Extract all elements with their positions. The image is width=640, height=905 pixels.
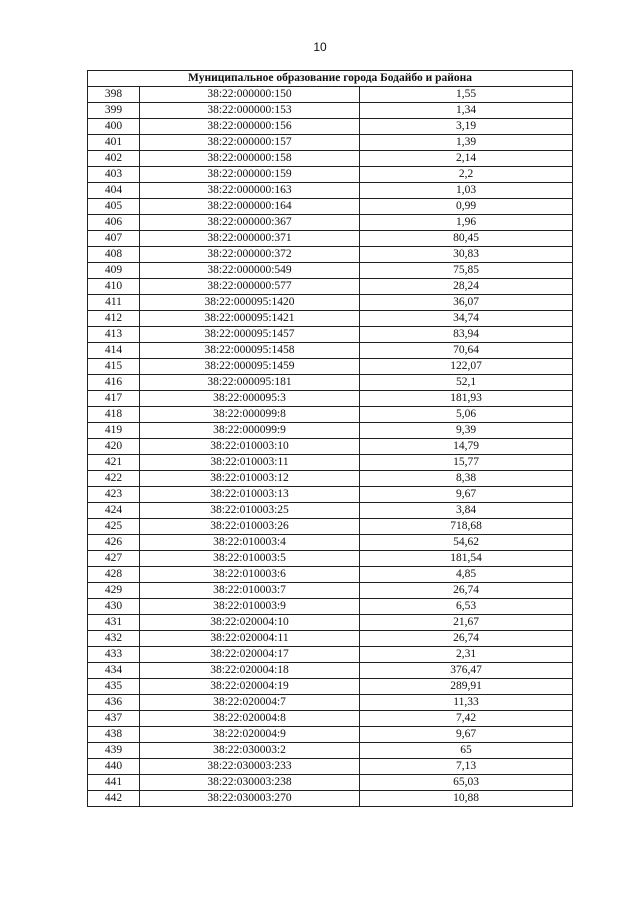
cadastral-number-cell: 38:22:030003:233: [140, 759, 360, 775]
row-number-cell: 415: [88, 359, 140, 375]
cadastral-number-cell: 38:22:000000:156: [140, 119, 360, 135]
area-cell: 65,03: [360, 775, 573, 791]
table-row: [88, 103, 573, 119]
row-number-cell: 437: [88, 711, 140, 727]
cadastral-number-cell: 38:22:020004:19: [140, 679, 360, 695]
cadastral-number-cell: 38:22:000095:1459: [140, 359, 360, 375]
area-cell: 9,67: [360, 727, 573, 743]
table-row: [88, 151, 573, 167]
area-cell: 1,96: [360, 215, 573, 231]
cadastral-number-cell: 38:22:010003:9: [140, 599, 360, 615]
area-cell: 0,99: [360, 199, 573, 215]
row-number-cell: 425: [88, 519, 140, 535]
area-cell: 14,79: [360, 439, 573, 455]
row-number-cell: 412: [88, 311, 140, 327]
area-cell: 54,62: [360, 535, 573, 551]
table-row: [88, 199, 573, 215]
cadastral-number-cell: 38:22:000000:371: [140, 231, 360, 247]
table-row: [88, 247, 573, 263]
cadastral-number-cell: 38:22:010003:11: [140, 455, 360, 471]
row-number-cell: 409: [88, 263, 140, 279]
row-number-cell: 441: [88, 775, 140, 791]
table-row: [88, 263, 573, 279]
table-row: [88, 215, 573, 231]
row-number-cell: 398: [88, 87, 140, 103]
row-number-cell: 436: [88, 695, 140, 711]
row-number-cell: 405: [88, 199, 140, 215]
row-number-cell: 440: [88, 759, 140, 775]
area-cell: 2,14: [360, 151, 573, 167]
cadastral-number-cell: 38:22:010003:10: [140, 439, 360, 455]
row-number-cell: 427: [88, 551, 140, 567]
row-number-cell: 435: [88, 679, 140, 695]
table-row: [88, 631, 573, 647]
row-number-cell: 407: [88, 231, 140, 247]
land-plot-table: [87, 70, 573, 807]
cadastral-number-cell: 38:22:010003:13: [140, 487, 360, 503]
row-number-cell: 434: [88, 663, 140, 679]
area-cell: 6,53: [360, 599, 573, 615]
row-number-cell: 414: [88, 343, 140, 359]
area-cell: 11,33: [360, 695, 573, 711]
area-cell: 289,91: [360, 679, 573, 695]
table-row: [88, 407, 573, 423]
row-number-cell: 419: [88, 423, 140, 439]
table-row: [88, 503, 573, 519]
row-number-cell: 431: [88, 615, 140, 631]
table-row: [88, 679, 573, 695]
cadastral-number-cell: 38:22:010003:7: [140, 583, 360, 599]
cadastral-number-cell: 38:22:000095:1457: [140, 327, 360, 343]
table-row: [88, 759, 573, 775]
area-cell: 3,84: [360, 503, 573, 519]
area-cell: 4,85: [360, 567, 573, 583]
area-cell: 26,74: [360, 631, 573, 647]
area-cell: 1,03: [360, 183, 573, 199]
area-cell: 3,19: [360, 119, 573, 135]
table-header-row: [88, 71, 573, 87]
row-number-cell: 417: [88, 391, 140, 407]
table-row: [88, 567, 573, 583]
cadastral-number-cell: 38:22:020004:18: [140, 663, 360, 679]
page-number: 10: [313, 40, 327, 54]
cadastral-number-cell: 38:22:010003:6: [140, 567, 360, 583]
row-number-cell: 399: [88, 103, 140, 119]
row-number-cell: 411: [88, 295, 140, 311]
area-cell: 36,07: [360, 295, 573, 311]
cadastral-number-cell: 38:22:000000:164: [140, 199, 360, 215]
row-number-cell: 429: [88, 583, 140, 599]
cadastral-number-cell: 38:22:020004:8: [140, 711, 360, 727]
table-row: [88, 775, 573, 791]
table-row: [88, 295, 573, 311]
cadastral-number-cell: 38:22:000000:153: [140, 103, 360, 119]
row-number-cell: 420: [88, 439, 140, 455]
table-row: [88, 519, 573, 535]
row-number-cell: 438: [88, 727, 140, 743]
area-cell: 718,68: [360, 519, 573, 535]
table-row: [88, 487, 573, 503]
row-number-cell: 400: [88, 119, 140, 135]
table-row: [88, 87, 573, 103]
area-cell: 2,31: [360, 647, 573, 663]
cadastral-number-cell: 38:22:020004:11: [140, 631, 360, 647]
table-row: [88, 167, 573, 183]
row-number-cell: 432: [88, 631, 140, 647]
row-number-cell: 433: [88, 647, 140, 663]
area-cell: 2,2: [360, 167, 573, 183]
area-cell: 30,83: [360, 247, 573, 263]
row-number-cell: 401: [88, 135, 140, 151]
table-row: [88, 663, 573, 679]
area-cell: 9,67: [360, 487, 573, 503]
cadastral-number-cell: 38:22:020004:9: [140, 727, 360, 743]
area-cell: 52,1: [360, 375, 573, 391]
table-row: [88, 727, 573, 743]
row-number-cell: 421: [88, 455, 140, 471]
cadastral-number-cell: 38:22:010003:12: [140, 471, 360, 487]
table-row: [88, 343, 573, 359]
cadastral-number-cell: 38:22:000000:158: [140, 151, 360, 167]
area-cell: 15,77: [360, 455, 573, 471]
row-number-cell: 423: [88, 487, 140, 503]
table-row: [88, 711, 573, 727]
cadastral-number-cell: 38:22:030003:270: [140, 791, 360, 807]
row-number-cell: 416: [88, 375, 140, 391]
row-number-cell: 424: [88, 503, 140, 519]
table-row: [88, 311, 573, 327]
table-row: [88, 743, 573, 759]
table-row: [88, 327, 573, 343]
cadastral-number-cell: 38:22:000000:163: [140, 183, 360, 199]
cadastral-number-cell: 38:22:000095:3: [140, 391, 360, 407]
cadastral-number-cell: 38:22:010003:25: [140, 503, 360, 519]
table-row: [88, 391, 573, 407]
cadastral-number-cell: 38:22:000095:1421: [140, 311, 360, 327]
area-cell: 75,85: [360, 263, 573, 279]
row-number-cell: 439: [88, 743, 140, 759]
cadastral-number-cell: 38:22:030003:238: [140, 775, 360, 791]
cadastral-number-cell: 38:22:010003:26: [140, 519, 360, 535]
cadastral-number-cell: 38:22:020004:7: [140, 695, 360, 711]
cadastral-number-cell: 38:22:000000:372: [140, 247, 360, 263]
table-row: [88, 615, 573, 631]
cadastral-number-cell: 38:22:000000:159: [140, 167, 360, 183]
table-row: [88, 423, 573, 439]
table-row: [88, 455, 573, 471]
cadastral-number-cell: 38:22:000000:157: [140, 135, 360, 151]
table-row: [88, 439, 573, 455]
cadastral-number-cell: 38:22:000095:1458: [140, 343, 360, 359]
row-number-cell: 404: [88, 183, 140, 199]
row-number-cell: 403: [88, 167, 140, 183]
area-cell: 1,55: [360, 87, 573, 103]
table-row: [88, 119, 573, 135]
table-row: [88, 183, 573, 199]
area-cell: 26,74: [360, 583, 573, 599]
row-number-cell: 428: [88, 567, 140, 583]
cadastral-number-cell: 38:22:000000:150: [140, 87, 360, 103]
row-number-cell: 426: [88, 535, 140, 551]
row-number-cell: 430: [88, 599, 140, 615]
table-row: [88, 583, 573, 599]
area-cell: 34,74: [360, 311, 573, 327]
area-cell: 28,24: [360, 279, 573, 295]
table-row: [88, 535, 573, 551]
row-number-cell: 406: [88, 215, 140, 231]
area-cell: 181,93: [360, 391, 573, 407]
row-number-cell: 418: [88, 407, 140, 423]
area-cell: 122,07: [360, 359, 573, 375]
area-cell: 80,45: [360, 231, 573, 247]
cadastral-number-cell: 38:22:020004:17: [140, 647, 360, 663]
row-number-cell: 422: [88, 471, 140, 487]
area-cell: 376,47: [360, 663, 573, 679]
cadastral-number-cell: 38:22:010003:4: [140, 535, 360, 551]
cadastral-number-cell: 38:22:000099:8: [140, 407, 360, 423]
table-row: [88, 695, 573, 711]
table-row: [88, 471, 573, 487]
area-cell: 7,13: [360, 759, 573, 775]
cadastral-number-cell: 38:22:000000:367: [140, 215, 360, 231]
cadastral-number-cell: 38:22:000099:9: [140, 423, 360, 439]
row-number-cell: 408: [88, 247, 140, 263]
cadastral-number-cell: 38:22:000000:577: [140, 279, 360, 295]
row-number-cell: 442: [88, 791, 140, 807]
table-row: [88, 551, 573, 567]
row-number-cell: 402: [88, 151, 140, 167]
table-row: [88, 231, 573, 247]
row-number-cell: 413: [88, 327, 140, 343]
area-cell: 1,39: [360, 135, 573, 151]
area-cell: 10,88: [360, 791, 573, 807]
table-row: [88, 791, 573, 807]
table-row: [88, 647, 573, 663]
cadastral-number-cell: 38:22:000095:181: [140, 375, 360, 391]
area-cell: 8,38: [360, 471, 573, 487]
area-cell: 181,54: [360, 551, 573, 567]
area-cell: 21,67: [360, 615, 573, 631]
table-row: [88, 279, 573, 295]
area-cell: 7,42: [360, 711, 573, 727]
cadastral-number-cell: 38:22:000095:1420: [140, 295, 360, 311]
table-row: [88, 375, 573, 391]
row-number-cell: 410: [88, 279, 140, 295]
area-cell: 5,06: [360, 407, 573, 423]
table-row: [88, 135, 573, 151]
cadastral-number-cell: 38:22:000000:549: [140, 263, 360, 279]
municipality-header: Муниципальное образование города Бодайбо и района: [88, 71, 573, 87]
table-row: [88, 599, 573, 615]
table-body: [88, 87, 573, 807]
area-cell: 70,64: [360, 343, 573, 359]
area-cell: 1,34: [360, 103, 573, 119]
table-row: [88, 359, 573, 375]
cadastral-number-cell: 38:22:020004:10: [140, 615, 360, 631]
cadastral-number-cell: 38:22:010003:5: [140, 551, 360, 567]
cadastral-number-cell: 38:22:030003:2: [140, 743, 360, 759]
area-cell: 83,94: [360, 327, 573, 343]
area-cell: 65: [360, 743, 573, 759]
area-cell: 9,39: [360, 423, 573, 439]
